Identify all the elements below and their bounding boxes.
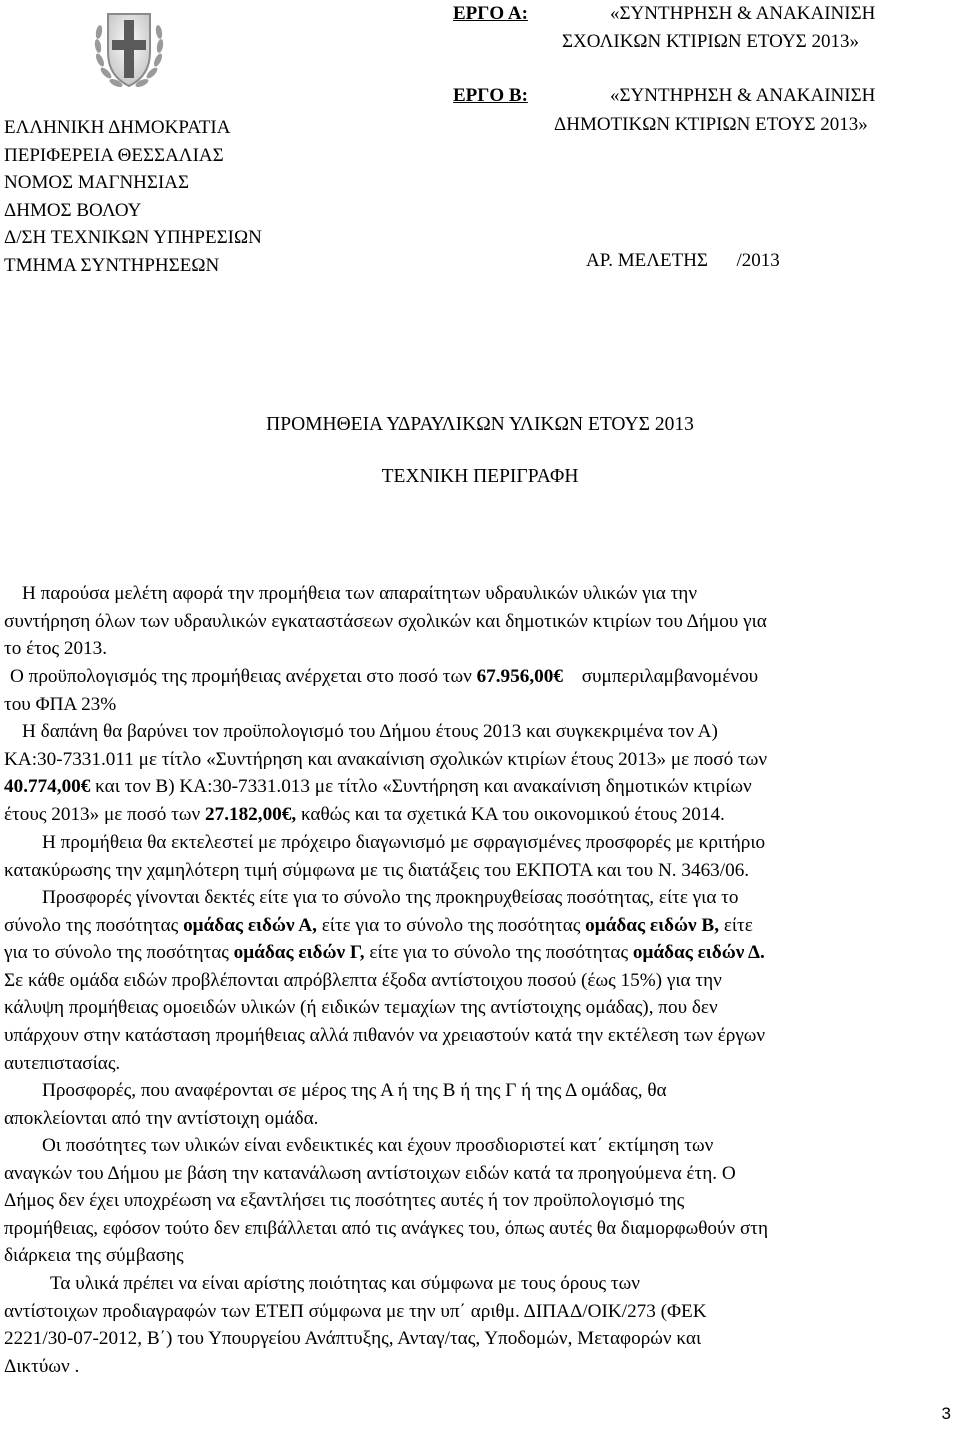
authority-line: Δ/ΣΗ ΤΕΧΝΙΚΩΝ ΥΠΗΡΕΣΙΩΝ xyxy=(4,227,262,249)
text-run: είτε για το σύνολο της ποσότητας xyxy=(316,914,586,936)
text-line: προμήθειας, εφόσον τούτο δεν επιβάλλεται από τις ανάγκες του, όπως αυτές θα διαμορφωθούν στη xyxy=(4,1217,769,1239)
text-line: του ΦΠΑ 23% xyxy=(4,693,117,715)
text-line xyxy=(4,773,952,801)
text-run: είτε xyxy=(719,914,753,936)
authority-line: ΝΟΜΟΣ ΜΑΓΝΗΣΙΑΣ xyxy=(4,172,190,194)
project-b-title-line1: «ΣΥΝΤΗΡΗΣΗ & ΑΝΑΚΑΙΝΙΣΗ xyxy=(610,85,876,106)
text-line xyxy=(4,912,952,940)
text-run: είτε για το σύνολο της ποσότητας xyxy=(364,942,633,964)
authority-line: ΤΜΗΜΑ ΣΥΝΤΗΡΗΣΕΩΝ xyxy=(4,254,220,276)
text-line: αναγκών του Δήμου με βάση την κατανάλωση αντίστοιχων ειδών κατά τα προηγούμενα έτη. Ο xyxy=(4,1162,736,1184)
text-line: Δικτύων . xyxy=(4,1355,80,1377)
amount-b: 27.182,00€, xyxy=(205,803,297,825)
text-line: Προσφορές, που αναφέρονται σε μέρος της Α ή της Β ή της Γ ή της Δ ομάδας, θα xyxy=(42,1080,667,1101)
text-line: υπάρχουν στην κατάσταση προμήθειας αλλά πιθανόν να χρειαστούν κατά την εκτέλεση των έργων xyxy=(4,1024,766,1046)
text-run: ομάδας ειδών Β, xyxy=(585,914,720,936)
text-line: κατακύρωσης την χαμηλότερη τιμή σύμφωνα με τις διατάξεις του ΕΚΠΟΤΑ και του Ν. 3463/06. xyxy=(4,859,750,881)
paragraph-partial-offers xyxy=(4,1077,952,1132)
text-line: Η δαπάνη θα βαρύνει τον προϋπολογισμό του Δήμου έτους 2013 και συγκεκριμένα τον Α) xyxy=(22,721,718,742)
paragraph-budget xyxy=(4,663,952,718)
page-number: 3 xyxy=(941,1404,951,1423)
text-line: 2221/30-07-2012, Β΄) του Υπουργείου Ανάπτυξης, Ανταγ/τας, Υποδομών, Μεταφορών και xyxy=(4,1328,702,1350)
paragraph-scope xyxy=(4,580,952,663)
text-run: ομάδας ειδών Γ, xyxy=(233,942,365,964)
study-number: ΑΡ. ΜΕΛΕΤΗΣ /2013 xyxy=(586,250,780,271)
project-a-title-line1: «ΣΥΝΤΗΡΗΣΗ & ΑΝΑΚΑΙΝΙΣΗ xyxy=(610,3,876,24)
text-line: συντήρηση όλων των υδραυλικών εγκαταστάσεων σχολικών και δημοτικών κτιρίων του Δήμου για xyxy=(4,610,767,632)
text-line: αντίστοιχων προδιαγραφών των ΕΤΕΠ σύμφωνα με την υπ΄ αριθμ. ΔΙΠΑΔ/ΟΙΚ/273 (ΦΕΚ xyxy=(4,1300,707,1322)
text-run: σύνολο της ποσότητας xyxy=(4,914,184,936)
text-run: Ο προϋπολογισμός της προμήθειας ανέρχεται στο ποσό των xyxy=(10,666,477,687)
text-line: κάλυψη προμήθειας ομοειδών υλικών (ή ειδικών τεμαχίων της αντίστοιχης ομάδας), που δεν xyxy=(4,997,718,1019)
project-a-label: ΕΡΓΟ Α: xyxy=(453,3,528,24)
paragraph-procedure xyxy=(4,829,952,884)
project-b-title-line2: ΔΗΜΟΤΙΚΩΝ ΚΤΙΡΙΩΝ ΕΤΟΥΣ 2013» xyxy=(554,114,868,135)
document-title: ΠΡΟΜΗΘΕΙΑ ΥΔΡΑΥΛΙΚΩΝ ΥΛΙΚΩΝ ΕΤΟΥΣ 2013 xyxy=(266,414,694,435)
paragraph-funding xyxy=(4,718,952,828)
text-run: ομάδας ειδών Α, xyxy=(183,914,317,936)
text-run: για το σύνολο της ποσότητας xyxy=(4,942,234,964)
authority-line: ΕΛΛΗΝΙΚΗ ΔΗΜΟΚΡΑΤΙΑ xyxy=(4,117,231,138)
authority-line: ΔΗΜΟΣ ΒΟΛΟΥ xyxy=(4,199,142,221)
document-subtitle: ΤΕΧΝΙΚΗ ΠΕΡΙΓΡΑΦΗ xyxy=(381,466,579,487)
text-line: Οι ποσότητες των υλικών είναι ενδεικτικές και έχουν προσδιοριστεί κατ΄ εκτίμηση των xyxy=(42,1135,714,1156)
paragraph-quality xyxy=(4,1270,952,1380)
text-line: Τα υλικά πρέπει να είναι αρίστης ποιότητας και σύμφωνα με τους όρους των xyxy=(50,1273,640,1294)
text-run: συμπεριλαμβανομένου xyxy=(576,666,759,687)
paragraph-offers xyxy=(4,884,952,1077)
text-line xyxy=(4,939,952,967)
budget-amount: 67.956,00€ xyxy=(476,666,563,687)
text-line xyxy=(4,663,952,691)
authority-line: ΠΕΡΙΦΕΡΕΙΑ ΘΕΣΣΑΛΙΑΣ xyxy=(4,144,224,166)
text-run: καθώς και τα σχετικά ΚΑ του οικονομικού έτους 2014. xyxy=(296,803,725,825)
issuing-authority xyxy=(4,114,262,280)
text-line: διάρκεια της σύμβασης xyxy=(4,1245,184,1267)
text-run: ομάδας ειδών Δ. xyxy=(632,942,765,964)
text-line: Η προμήθεια θα εκτελεστεί με πρόχειρο διαγωνισμό με σφραγισμένες προσφορές με κριτήριο xyxy=(42,832,766,853)
project-b-label: ΕΡΓΟ Β: xyxy=(453,85,528,106)
text-run: έτους 2013» με ποσό των xyxy=(4,803,205,825)
text-line: Σε κάθε ομάδα ειδών προβλέπονται απρόβλεπτα έξοδα αντίστοιχου ποσού (έως 15%) για την xyxy=(4,969,722,991)
project-a-title-line2: ΣΧΟΛΙΚΩΝ ΚΤΙΡΙΩΝ ΕΤΟΥΣ 2013» xyxy=(562,31,859,52)
text-line: Προσφορές γίνονται δεκτές είτε για το σύνολο της προκηρυχθείσας ποσότητας, είτε για το xyxy=(42,887,739,908)
greek-state-emblem xyxy=(92,6,166,94)
text-line: Η παρούσα μελέτη αφορά την προμήθεια των απαραίτητων υδραυλικών υλικών για την xyxy=(22,583,698,604)
amount-a: 40.774,00€ xyxy=(4,776,91,798)
text-line: αποκλείονται από την αντίστοιχη ομάδα. xyxy=(4,1107,319,1129)
text-run: και τον Β) ΚΑ:30-7331.013 με τίτλο «Συντήρηση και ανακαίνιση δημοτικών κτιρίων xyxy=(90,776,752,798)
text-line: αυτεπιστασίας. xyxy=(4,1052,121,1074)
text-line: το έτος 2013. xyxy=(4,638,108,660)
paragraph-quantities xyxy=(4,1132,952,1270)
text-line: Δήμος δεν έχει υποχρέωση να εξαντλήσει τις ποσότητες αυτές ή τον προϋπολογισμό της xyxy=(4,1190,685,1212)
text-line: ΚΑ:30-7331.011 με τίτλο «Συντήρηση και ανακαίνιση σχολικών κτιρίων έτους 2013» με ποσό των xyxy=(4,748,768,770)
text-line xyxy=(4,801,952,829)
